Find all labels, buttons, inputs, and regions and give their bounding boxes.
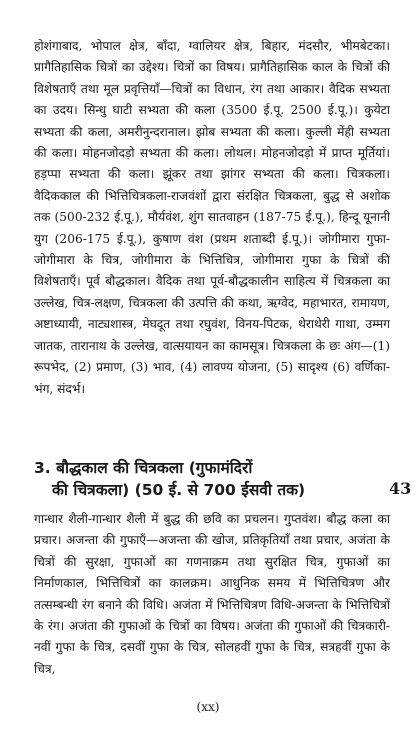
chapter-3-number: 3. [34,459,51,477]
chapter-3-title-part-1: बौद्धकाल की चित्रकला (गुफामंदिरों [56,459,253,477]
entry-3-topics: गान्धार शैली-गान्धार शैली में बुद्ध की छवि का प्रचलन। गुप्तवंश। बौद्ध कला का प्रचार। अजन्ता की गुफाएँ—अजन्ता की खोज, प्रतिकृतियाँ तथा प्रचार, अजंता के चित्रों की सुरक्षा, गुफाओं का गणनाक्रम तथा सुरक्षित चित्र, गुफाओं का निर्माणकाल, भित्तिचित्रों का कालक्रम। आधुनिक समय में भित्तिचित्रण और तत्सम्बन्धी रंग बनाने की विधि। अजंता में भित्तिचित्रण विधि-अजन्ता के भित्तिचित्रों के रंग। अजंता की गुफाओं के चित्रों का विषय। अजंता की गुफाओं की चित्रकारी-नवीं गुफा के चित्र, दसवीं गुफा के चित्र, सोलहवीं गुफा के चित्र, सत्रहवीं गुफा के चित्र, [34,512,390,676]
page-number-footer: (xx) [196,700,220,714]
chapter-3-heading-line-1 [34,457,364,479]
chapter-3-page-number: 43 [389,479,412,498]
chapter-3-title-part-2: की चित्रकला) (50 ई. से 700 ईसवी तक) [52,481,306,499]
entry-2-topics-continued: होशंगाबाद, भोपाल क्षेत्र, बाँदा, ग्वालियर क्षेत्र, बिहार, मंदसौर, भीमबेटका। प्रागैतिहासिक चित्रों का उद्देश्य। चित्रों का विषय। प्रागैतिहासिक काल के चित्रों की विशेषताएँ तथा मूल प्रवृत्तियाँ—चित्रों का विधान, रंग तथा आकार। वैदिक सभ्यता का उदय। सिन्धु घाटी सभ्यता की कला (3500 ई.पू. 2500 ई.पू.)। कुयेटा सभ्यता की कला, अमरीनुन्दरानाल। झोब सभ्यता की कला। कुल्ली मेंही सभ्यता की कला। मोहनजोदड़ो सभ्यता की कला। लोथल। मोहनजोदड़ो में प्राप्त मूर्तियां। हड़प्पा सभ्यता की कला। झूंकर तथा झांगर सभ्यता की कला। चित्रकला। वैदिककाल की भित्तिचित्रकला-राजवंशों द्वारा संरक्षित चित्रकला, बुद्ध से अशोक तक (500-232 ई.पू.), मौर्यवंश, शुंग सातवाहन (187-75 ई.पू.), हिन्दू यूनानी युग (206-175 ई.पू.), कुषाण वंश (प्रथम शताब्दी ई.पू.)। जोगीमारा गुफा-जोगीमारा के चित्र, जोगीमारा के भित्तिचित्र, जोगीमारा गुफा के चित्रों की विशेषताएँ। पूर्व बौद्धकाल। वैदिक तथा पूर्व-बौद्धकालीन साहित्य में चित्रकला का उल्लेख, चित्र-लक्षण, चित्रकला की उत्पत्ति की कथा, ऋग्वेद, महाभारत, रामायण, अष्टाध्यायी, नाट्यशास्त्र, मेघदूत तथा रघुवंश, विनय-पिटक, थेराथेरी गाथा, उम्मग जातक, तारानाथ के उल्लेख, वात्सयायन का कामसूत्र। चित्रकला के छः अंग—(1) रूपभेद, (2) प्रमाण, (3) भाव, (4) लावण्य योजना, (5) सादृश्य (6) वर्णिका-भंग, संदर्भ। [34,39,390,396]
chapter-3-heading [34,457,364,501]
